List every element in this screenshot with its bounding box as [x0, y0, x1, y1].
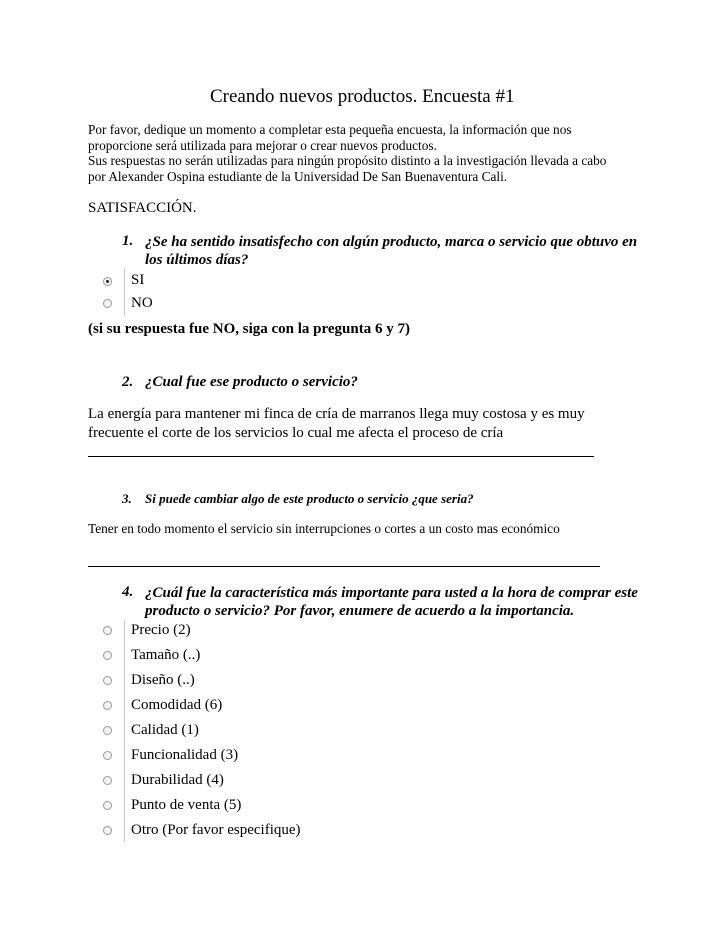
- q2-text: ¿Cual fue ese producto o servicio?: [145, 374, 358, 390]
- intro-line-2: proporcione será utilizada para mejorar o crear nuevos productos.: [88, 137, 437, 153]
- q4-option-precio-radio[interactable]: [103, 626, 112, 635]
- q1-line-1: ¿Se ha sentido insatisfecho con algún producto, marca o servicio que obtuvo en: [145, 234, 638, 250]
- q4-option-diseno-label: Diseño (..): [131, 672, 195, 688]
- q4-line-1: ¿Cuál fue la característica más importante para usted a la hora de comprar este: [145, 585, 638, 601]
- q2-answer-rule: [88, 456, 594, 457]
- q2-number: 2.: [122, 374, 134, 390]
- q4-option-comodidad-radio[interactable]: [103, 701, 112, 710]
- q3-answer: Tener en todo momento el servicio sin interrupciones o cortes a un costo mas económico: [88, 521, 560, 536]
- q4-option-diseno-radio[interactable]: [103, 676, 112, 685]
- q4-option-tamano-label: Tamaño (..): [131, 647, 201, 663]
- q1-option-si-radio[interactable]: [103, 277, 112, 286]
- section-heading: SATISFACCIÓN.: [88, 200, 197, 216]
- q3-answer-rule: [88, 566, 600, 567]
- q1-option-si-label: SI: [131, 272, 145, 288]
- q1-options-divider: [124, 268, 125, 316]
- q2-answer-line-2: frecuente el corte de los servicios lo cual me afecta el proceso de cría: [88, 425, 504, 441]
- q4-option-durabilidad-radio[interactable]: [103, 776, 112, 785]
- q1-option-no-label: NO: [131, 295, 153, 311]
- q4-options-divider: [124, 620, 125, 842]
- page-title: Creando nuevos productos. Encuesta #1: [210, 86, 515, 107]
- intro-line-4: por Alexander Ospina estudiante de la Universidad De San Buenaventura Cali.: [88, 168, 508, 184]
- q1-number: 1.: [122, 233, 134, 249]
- q4-option-otro-label: Otro (Por favor especifique): [131, 822, 301, 838]
- q3-number: 3.: [122, 491, 132, 506]
- q4-option-punto-de-venta-radio[interactable]: [103, 801, 112, 810]
- intro-line-3: Sus respuestas no serán utilizadas para ningún propósito distinto a la investigación llevada a cabo: [88, 153, 607, 168]
- q1-line-2: los últimos días?: [145, 252, 249, 268]
- q4-option-durabilidad-label: Durabilidad (4): [131, 772, 224, 788]
- q1-option-no-radio[interactable]: [103, 299, 112, 308]
- q4-option-punto-de-venta-label: Punto de venta (5): [131, 797, 242, 813]
- q4-line-2: producto o servicio? Por favor, enumere de acuerdo a la importancia.: [145, 603, 575, 619]
- q3-text: Si puede cambiar algo de este producto o servicio ¿que seria?: [145, 491, 474, 506]
- q2-answer-line-1: La energía para mantener mi finca de cría de marranos llega muy costosa y es muy: [88, 406, 585, 422]
- q4-option-funcionalidad-radio[interactable]: [103, 751, 112, 760]
- q4-option-funcionalidad-label: Funcionalidad (3): [131, 747, 239, 763]
- q4-option-tamano-radio[interactable]: [103, 651, 112, 660]
- q4-option-precio-label: Precio (2): [131, 622, 191, 638]
- q4-number: 4.: [122, 584, 134, 600]
- q4-option-otro-radio[interactable]: [103, 826, 112, 835]
- q4-option-calidad-radio[interactable]: [103, 726, 112, 735]
- q1-note: (si su respuesta fue NO, siga con la pregunta 6 y 7): [88, 321, 410, 337]
- q4-option-calidad-label: Calidad (1): [131, 722, 199, 738]
- intro-line-1: Por favor, dedique un momento a completar esta pequeña encuesta, la información que nos: [88, 122, 572, 137]
- q4-option-comodidad-label: Comodidad (6): [131, 697, 223, 713]
